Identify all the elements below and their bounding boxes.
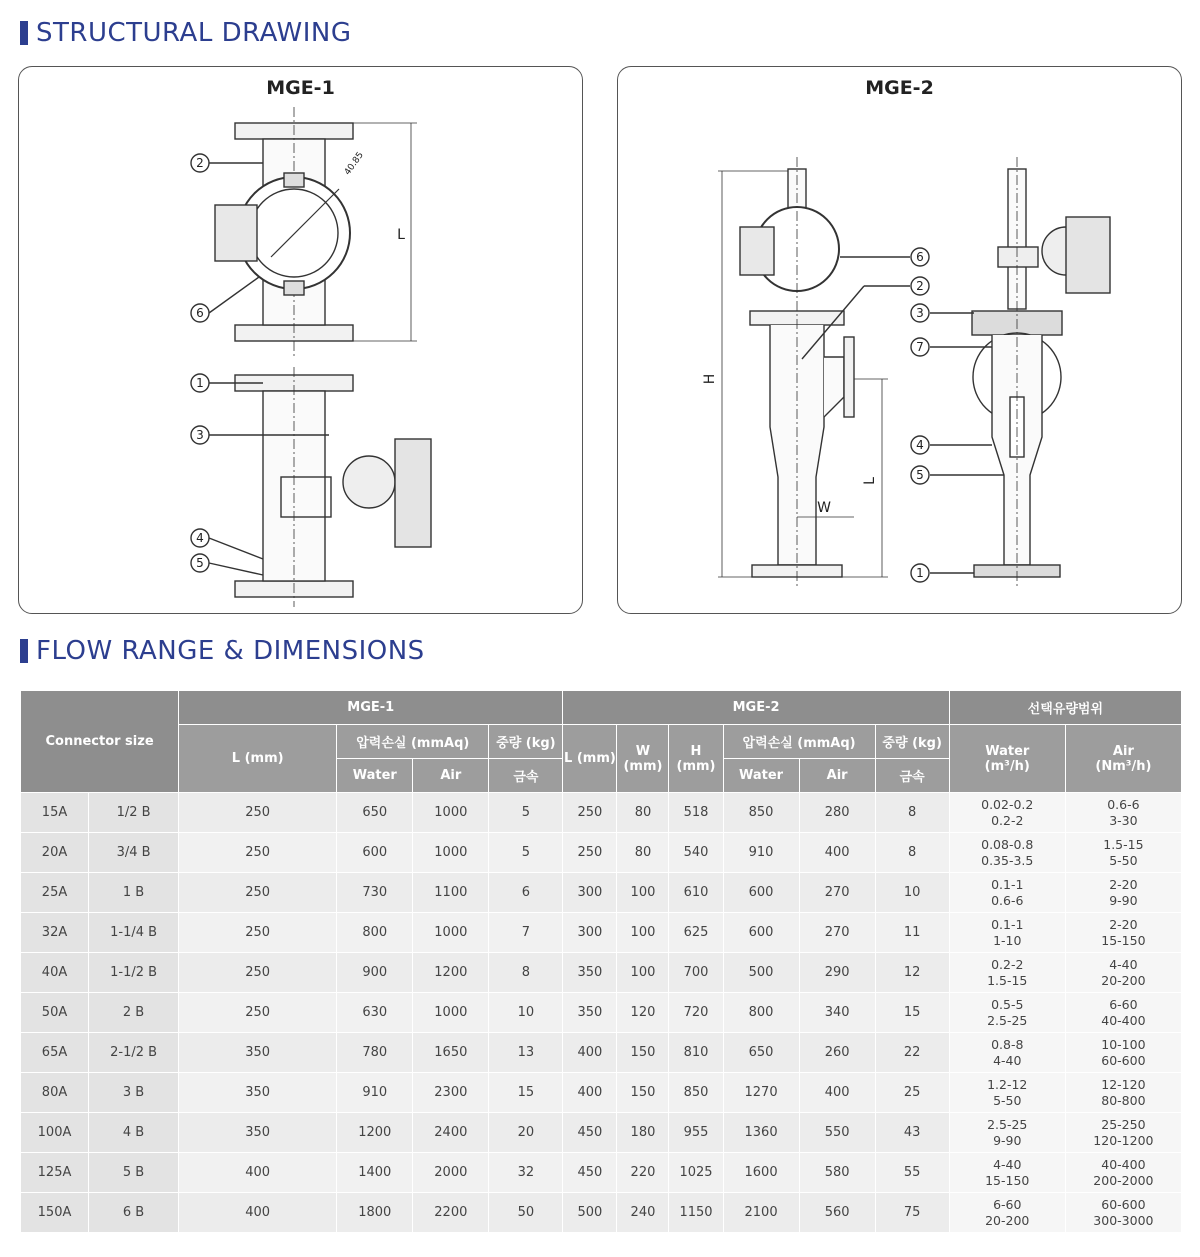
header-flow-water [949,725,1065,793]
mge1-transmitter-box [215,205,257,261]
cell-mge2-W: 100 [617,953,669,993]
cell-mge2-H: 700 [669,953,723,993]
table-row [21,993,1182,1033]
cell-mge2-pressure-air: 280 [799,793,875,833]
mge2-callout-5-label: 5 [916,468,924,482]
header-mge1-pressure-loss: 압력손실 (mmAq) [337,725,489,759]
cell-mge2-pressure-air: 290 [799,953,875,993]
cell-flow-water-line-1: 0.1-1 [991,876,1024,892]
cell-mge1-weight: 32 [489,1153,563,1193]
cell-mge1-L: 250 [179,913,337,953]
cell-connector-a: 80A [21,1073,89,1113]
cell-flow-air [1065,793,1181,833]
header-connector-size: Connector size [21,691,179,793]
cell-mge1-L: 350 [179,1073,337,1113]
cell-mge2-W: 120 [617,993,669,1033]
header-flow-air [1065,725,1181,793]
cell-flow-water-line-1: 0.5-5 [991,996,1024,1012]
header-flow-water-unit: (m³/h) [984,758,1030,774]
cell-flow-air-line-1: 2-20 [1109,916,1138,932]
cell-mge1-pressure-water: 600 [337,833,413,873]
cell-mge1-weight: 8 [489,953,563,993]
cell-flow-air [1065,1113,1181,1153]
cell-flow-water-line-2: 5-50 [993,1092,1022,1108]
mge2-callout-3-label: 3 [916,306,924,320]
cell-mge2-W: 100 [617,873,669,913]
cell-mge1-pressure-water: 780 [337,1033,413,1073]
cell-flow-air-line-1: 4-40 [1109,956,1138,972]
cell-mge1-pressure-water: 910 [337,1073,413,1113]
cell-flow-water-line-1: 6-60 [993,1196,1022,1212]
flow-range-heading [20,636,425,666]
header-mge2-water: Water [723,759,799,793]
cell-mge2-pressure-water: 1360 [723,1113,799,1153]
mge1-dim-L: L [397,227,405,243]
cell-flow-air-line-1: 2-20 [1109,876,1138,892]
cell-mge1-weight: 10 [489,993,563,1033]
cell-connector-a: 25A [21,873,89,913]
cell-connector-a: 20A [21,833,89,873]
mge1-dial-bolt-top [284,173,304,187]
cell-mge2-H: 610 [669,873,723,913]
cell-flow-air-line-1: 10-100 [1101,1036,1146,1052]
cell-mge2-L: 400 [563,1073,617,1113]
cell-connector-b: 1/2 B [89,793,179,833]
table-row [21,1113,1182,1153]
cell-mge2-pressure-air: 260 [799,1033,875,1073]
cell-flow-air-line-1: 25-250 [1101,1116,1146,1132]
structural-drawing-title: STRUCTURAL DRAWING [36,18,352,48]
cell-mge2-pressure-water: 800 [723,993,799,1033]
dimensions-table [20,690,1182,1233]
cell-mge2-pressure-air: 270 [799,873,875,913]
mge2-drawing [618,67,1183,615]
structural-drawing-heading [20,18,351,48]
cell-flow-water [949,1033,1065,1073]
table-row [21,793,1182,833]
cell-connector-a: 150A [21,1193,89,1233]
header-mge2-W: W (mm) [617,725,669,793]
mge2-callout-2-label: 2 [916,279,924,293]
cell-mge2-W: 150 [617,1073,669,1113]
cell-mge1-pressure-water: 1800 [337,1193,413,1233]
cell-connector-b: 2-1/2 B [89,1033,179,1073]
mge2-outlet-flange [844,337,854,417]
cell-connector-b: 5 B [89,1153,179,1193]
header-flow-air-unit: (Nm³/h) [1095,758,1152,774]
cell-mge1-L: 250 [179,833,337,873]
cell-flow-water-line-1: 0.08-0.8 [981,836,1034,852]
cell-mge2-pressure-air: 340 [799,993,875,1033]
cell-mge1-pressure-air: 2000 [413,1153,489,1193]
cell-mge2-weight: 8 [875,793,949,833]
cell-connector-b: 2 B [89,993,179,1033]
cell-mge2-H: 1025 [669,1153,723,1193]
cell-flow-water-line-2: 15-150 [985,1172,1030,1188]
cell-connector-b: 1-1/2 B [89,953,179,993]
cell-flow-water-line-2: 0.2-2 [991,812,1024,828]
cell-mge2-H: 720 [669,993,723,1033]
mge2-dim-H: H [702,373,718,385]
cell-mge1-weight: 5 [489,833,563,873]
mge2-dim-W: W [817,500,831,516]
cell-flow-water-line-2: 4-40 [993,1052,1022,1068]
cell-flow-water-line-2: 0.35-3.5 [981,852,1034,868]
cell-mge1-pressure-air: 1200 [413,953,489,993]
cell-flow-air-line-2: 60-600 [1101,1052,1146,1068]
cell-mge2-L: 250 [563,793,617,833]
cell-mge2-L: 500 [563,1193,617,1233]
cell-flow-air [1065,833,1181,873]
mge1-side-transmitter [395,439,431,547]
cell-mge2-L: 400 [563,1033,617,1073]
cell-mge2-weight: 10 [875,873,949,913]
mge1-callout-5-label: 5 [196,556,204,570]
cell-flow-water [949,1153,1065,1193]
cell-flow-water-line-1: 0.8-8 [991,1036,1024,1052]
cell-mge2-pressure-air: 270 [799,913,875,953]
cell-mge2-H: 810 [669,1033,723,1073]
mge1-drawing [19,67,584,615]
mge2-side-transmitter [1066,217,1110,293]
table-row [21,1033,1182,1073]
cell-mge2-pressure-air: 560 [799,1193,875,1233]
cell-mge1-pressure-water: 730 [337,873,413,913]
cell-connector-b: 1 B [89,873,179,913]
heading-bar [20,21,28,45]
cell-mge1-weight: 50 [489,1193,563,1233]
cell-mge2-L: 450 [563,1153,617,1193]
cell-mge1-pressure-water: 1400 [337,1153,413,1193]
mge2-dim-L: L [862,477,878,485]
cell-flow-air-line-2: 300-3000 [1093,1212,1154,1228]
cell-connector-b: 4 B [89,1113,179,1153]
cell-flow-air-line-2: 40-400 [1101,1012,1146,1028]
cell-flow-air-line-1: 40-400 [1101,1156,1146,1172]
mge1-dial-bolt-bottom [284,281,304,295]
cell-flow-water [949,833,1065,873]
flow-range-title: FLOW RANGE & DIMENSIONS [36,636,425,666]
cell-mge2-pressure-water: 850 [723,793,799,833]
cell-mge2-W: 80 [617,793,669,833]
cell-mge2-pressure-water: 600 [723,873,799,913]
header-mge2-air: Air [799,759,875,793]
cell-mge1-pressure-air: 1100 [413,873,489,913]
mge2-drawing-panel [617,66,1182,614]
cell-flow-water [949,1113,1065,1153]
mge2-callout-1-label: 1 [916,566,924,580]
cell-mge2-weight: 43 [875,1113,949,1153]
cell-mge2-H: 850 [669,1073,723,1113]
cell-mge2-H: 518 [669,793,723,833]
mge1-dim-diameter: 40.85 [342,150,366,178]
cell-flow-water [949,993,1065,1033]
cell-mge2-H: 1150 [669,1193,723,1233]
cell-flow-air-line-1: 0.6-6 [1107,796,1140,812]
cell-flow-air [1065,953,1181,993]
cell-mge2-pressure-air: 400 [799,833,875,873]
cell-mge2-H: 955 [669,1113,723,1153]
cell-connector-b: 3/4 B [89,833,179,873]
table-row [21,833,1182,873]
cell-mge2-W: 150 [617,1033,669,1073]
cell-mge1-pressure-water: 800 [337,913,413,953]
cell-connector-a: 15A [21,793,89,833]
cell-flow-air-line-2: 15-150 [1101,932,1146,948]
cell-mge1-L: 400 [179,1193,337,1233]
cell-mge1-pressure-water: 630 [337,993,413,1033]
header-flow-air-label: Air [1112,743,1134,759]
cell-mge2-weight: 22 [875,1033,949,1073]
cell-mge1-pressure-air: 1000 [413,993,489,1033]
cell-mge1-pressure-air: 2200 [413,1193,489,1233]
cell-mge2-L: 350 [563,953,617,993]
cell-flow-air-line-2: 9-90 [1109,892,1138,908]
cell-flow-water-line-1: 4-40 [993,1156,1022,1172]
header-mge1-weight: 중량 (kg) [489,725,563,759]
table-row [21,1073,1182,1113]
cell-flow-water [949,913,1065,953]
cell-mge2-L: 300 [563,873,617,913]
mge2-title: MGE-2 [865,77,934,99]
mge1-side-indicator [343,456,395,508]
cell-flow-air [1065,913,1181,953]
cell-mge2-L: 250 [563,833,617,873]
cell-mge1-pressure-air: 1000 [413,793,489,833]
cell-connector-b: 1-1/4 B [89,913,179,953]
cell-mge1-L: 250 [179,953,337,993]
cell-connector-a: 50A [21,993,89,1033]
cell-mge2-pressure-air: 580 [799,1153,875,1193]
mge1-callout-4-label: 4 [196,531,204,545]
cell-flow-water-line-1: 0.2-2 [991,956,1024,972]
cell-mge2-weight: 8 [875,833,949,873]
cell-mge2-weight: 12 [875,953,949,993]
mge1-callout-1-label: 1 [196,376,204,390]
header-flow-water-label: Water [985,743,1030,759]
cell-mge1-pressure-air: 1000 [413,913,489,953]
cell-mge1-pressure-air: 2400 [413,1113,489,1153]
header-mge2-pressure-loss: 압력손실 (mmAq) [723,725,875,759]
cell-mge2-weight: 55 [875,1153,949,1193]
cell-mge2-L: 350 [563,993,617,1033]
cell-flow-water [949,953,1065,993]
cell-mge2-pressure-air: 400 [799,1073,875,1113]
mge1-callout-2-label: 2 [196,156,204,170]
cell-mge2-W: 220 [617,1153,669,1193]
cell-mge2-H: 540 [669,833,723,873]
cell-flow-air [1065,1033,1181,1073]
cell-mge2-L: 300 [563,913,617,953]
cell-flow-water-line-2: 1-10 [993,932,1022,948]
cell-mge2-H: 625 [669,913,723,953]
cell-flow-air [1065,993,1181,1033]
header-mge1: MGE-1 [179,691,563,725]
mge1-callout-6-label: 6 [196,306,204,320]
cell-flow-water-line-2: 9-90 [993,1132,1022,1148]
cell-mge1-weight: 7 [489,913,563,953]
mge1-title: MGE-1 [266,77,335,99]
cell-flow-water-line-1: 2.5-25 [987,1116,1028,1132]
cell-flow-water-line-2: 2.5-25 [987,1012,1028,1028]
cell-flow-air-line-1: 1.5-15 [1103,836,1144,852]
cell-connector-a: 125A [21,1153,89,1193]
cell-flow-air-line-2: 80-800 [1101,1092,1146,1108]
cell-mge2-W: 80 [617,833,669,873]
mge1-drawing-panel [18,66,583,614]
cell-flow-water-line-1: 0.02-0.2 [981,796,1034,812]
cell-mge1-pressure-water: 650 [337,793,413,833]
header-mge1-water: Water [337,759,413,793]
cell-flow-air-line-2: 5-50 [1109,852,1138,868]
cell-connector-a: 40A [21,953,89,993]
table-row [21,913,1182,953]
cell-mge1-L: 350 [179,1033,337,1073]
header-mge2: MGE-2 [563,691,949,725]
heading-bar [20,639,28,663]
cell-flow-air [1065,1153,1181,1193]
cell-flow-water-line-1: 0.1-1 [991,916,1024,932]
cell-flow-water-line-1: 1.2-12 [987,1076,1028,1092]
mge2-callout-4-label: 4 [916,438,924,452]
cell-mge2-weight: 11 [875,913,949,953]
cell-mge1-weight: 20 [489,1113,563,1153]
cell-flow-air-line-1: 12-120 [1101,1076,1146,1092]
cell-mge2-pressure-water: 1270 [723,1073,799,1113]
cell-mge1-pressure-air: 1650 [413,1033,489,1073]
cell-mge1-pressure-water: 900 [337,953,413,993]
cell-mge2-W: 240 [617,1193,669,1233]
cell-connector-b: 3 B [89,1073,179,1113]
cell-mge2-W: 180 [617,1113,669,1153]
cell-mge1-L: 400 [179,1153,337,1193]
cell-mge1-pressure-air: 1000 [413,833,489,873]
header-flow-range: 선택유량범위 [949,691,1181,725]
cell-flow-air [1065,1193,1181,1233]
cell-flow-air-line-1: 6-60 [1109,996,1138,1012]
cell-mge2-W: 100 [617,913,669,953]
table-row [21,1153,1182,1193]
cell-mge1-weight: 6 [489,873,563,913]
cell-flow-water [949,873,1065,913]
cell-flow-water [949,793,1065,833]
cell-mge2-pressure-air: 550 [799,1113,875,1153]
cell-flow-water-line-2: 1.5-15 [987,972,1028,988]
cell-flow-air-line-2: 3-30 [1109,812,1138,828]
cell-mge2-pressure-water: 500 [723,953,799,993]
cell-mge2-weight: 25 [875,1073,949,1113]
cell-mge2-pressure-water: 910 [723,833,799,873]
header-mge2-metal: 금속 [875,759,949,793]
cell-mge2-L: 450 [563,1113,617,1153]
cell-connector-a: 100A [21,1113,89,1153]
cell-mge1-weight: 13 [489,1033,563,1073]
cell-connector-b: 6 B [89,1193,179,1233]
header-mge1-L: L (mm) [179,725,337,793]
header-mge2-L: L (mm) [563,725,617,793]
cell-flow-water-line-2: 20-200 [985,1212,1030,1228]
table-row [21,953,1182,993]
cell-mge1-pressure-water: 1200 [337,1113,413,1153]
cell-mge2-pressure-water: 600 [723,913,799,953]
cell-mge1-L: 250 [179,793,337,833]
mge2-transmitter-box [740,227,774,275]
cell-mge2-pressure-water: 1600 [723,1153,799,1193]
cell-mge2-pressure-water: 650 [723,1033,799,1073]
cell-connector-a: 32A [21,913,89,953]
cell-flow-air [1065,1073,1181,1113]
cell-mge2-weight: 15 [875,993,949,1033]
header-mge2-H: H (mm) [669,725,723,793]
table-body [21,793,1182,1233]
cell-mge1-L: 250 [179,993,337,1033]
cell-flow-air-line-2: 20-200 [1101,972,1146,988]
cell-mge2-pressure-water: 2100 [723,1193,799,1233]
cell-mge1-L: 350 [179,1113,337,1153]
cell-flow-air-line-2: 120-1200 [1093,1132,1154,1148]
cell-flow-air [1065,873,1181,913]
cell-mge1-weight: 5 [489,793,563,833]
cell-mge1-weight: 15 [489,1073,563,1113]
table-row [21,1193,1182,1233]
mge1-callout-3-label: 3 [196,428,204,442]
cell-flow-air-line-1: 60-600 [1101,1196,1146,1212]
cell-connector-a: 65A [21,1033,89,1073]
header-mge1-metal: 금속 [489,759,563,793]
cell-mge1-L: 250 [179,873,337,913]
table-row [21,873,1182,913]
mge2-callout-7-label: 7 [916,340,924,354]
mge2-callout-6-label: 6 [916,250,924,264]
header-mge2-weight: 중량 (kg) [875,725,949,759]
cell-mge1-pressure-air: 2300 [413,1073,489,1113]
cell-flow-air-line-2: 200-2000 [1093,1172,1154,1188]
cell-flow-water [949,1073,1065,1113]
cell-flow-water [949,1193,1065,1233]
cell-flow-water-line-2: 0.6-6 [991,892,1024,908]
header-mge1-air: Air [413,759,489,793]
cell-mge2-weight: 75 [875,1193,949,1233]
